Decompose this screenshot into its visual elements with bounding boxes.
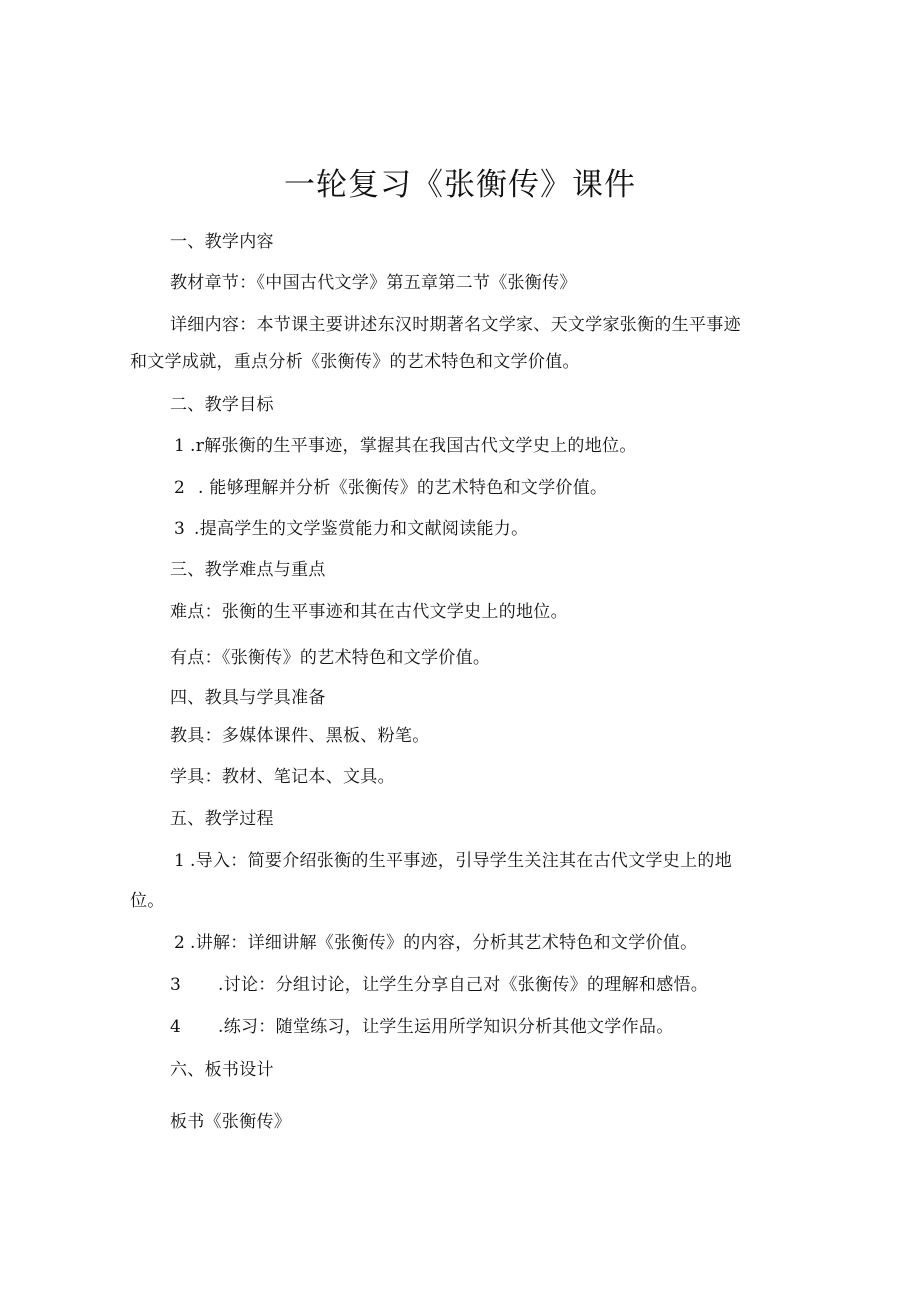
process-item-1-continuation: 位。 bbox=[130, 891, 165, 911]
section-heading-difficulty-key: 三、教学难点与重点 bbox=[170, 560, 326, 580]
goal-item-number: 1 bbox=[174, 436, 186, 456]
difficulty-point: 难点：张衡的生平事迹和其在古代文学史上的地位。 bbox=[170, 602, 568, 622]
process-item-4 bbox=[170, 1015, 674, 1039]
goal-item-text: . 能够理解并分析《张衡传》的艺术特色和文学价值。 bbox=[198, 478, 608, 498]
teaching-tools: 教具：多媒体课件、黑板、粉笔。 bbox=[170, 726, 430, 746]
process-item-number: 3 bbox=[170, 975, 182, 995]
learning-tools: 学具：教材、笔记本、文具。 bbox=[170, 767, 395, 787]
process-item-number: 1 bbox=[174, 851, 186, 871]
goal-item-text: .r解张衡的生平事迹，掌握其在我国古代文学史上的地位。 bbox=[190, 436, 637, 456]
page-title: 一轮复习《张衡传》课件 bbox=[284, 167, 636, 203]
goal-item-number: 3 bbox=[174, 519, 186, 539]
section-heading-tools: 四、教具与学具准备 bbox=[170, 688, 326, 708]
section-heading-board-design: 六、板书设计 bbox=[170, 1060, 274, 1080]
goal-item-1 bbox=[174, 434, 637, 458]
process-item-1 bbox=[174, 849, 732, 873]
detail-content-line-2: 和文学成就，重点分析《张衡传》的艺术特色和文学价值。 bbox=[130, 352, 580, 372]
section-heading-teaching-process: 五、教学过程 bbox=[170, 809, 274, 829]
goal-item-3 bbox=[174, 517, 528, 541]
textbook-chapter: 教材章节：《中国古代文学》第五章第二节《张衡传》 bbox=[170, 273, 577, 293]
goal-item-number: 2 bbox=[174, 478, 186, 498]
process-item-text: .讨论：分组讨论，让学生分享自己对《张衡传》的理解和感悟。 bbox=[218, 975, 709, 995]
process-item-3 bbox=[170, 973, 708, 997]
key-point: 有点：《张衡传》的艺术特色和文学价值。 bbox=[170, 648, 491, 668]
process-item-text: .导入：简要介绍张衡的生平事迹，引导学生关注其在古代文学史上的地 bbox=[190, 851, 733, 871]
goal-item-2 bbox=[174, 476, 607, 500]
goal-item-text: .提高学生的文学鉴赏能力和文献阅读能力。 bbox=[194, 519, 529, 539]
section-heading-teaching-goals: 二、教学目标 bbox=[170, 395, 274, 415]
process-item-text: .讲解：详细讲解《张衡传》的内容，分析其艺术特色和文学价值。 bbox=[190, 933, 698, 953]
process-item-text: .练习：随堂练习，让学生运用所学知识分析其他文学作品。 bbox=[218, 1017, 674, 1037]
section-heading-teaching-content: 一、教学内容 bbox=[170, 232, 274, 252]
process-item-2 bbox=[174, 931, 697, 955]
process-item-number: 4 bbox=[170, 1017, 182, 1037]
process-item-number: 2 bbox=[174, 933, 186, 953]
board-title: 板书《张衡传》 bbox=[170, 1112, 292, 1132]
detail-content-line-1: 详细内容：本节课主要讲述东汉时期著名文学家、天文学家张衡的生平事迹 bbox=[170, 315, 741, 335]
